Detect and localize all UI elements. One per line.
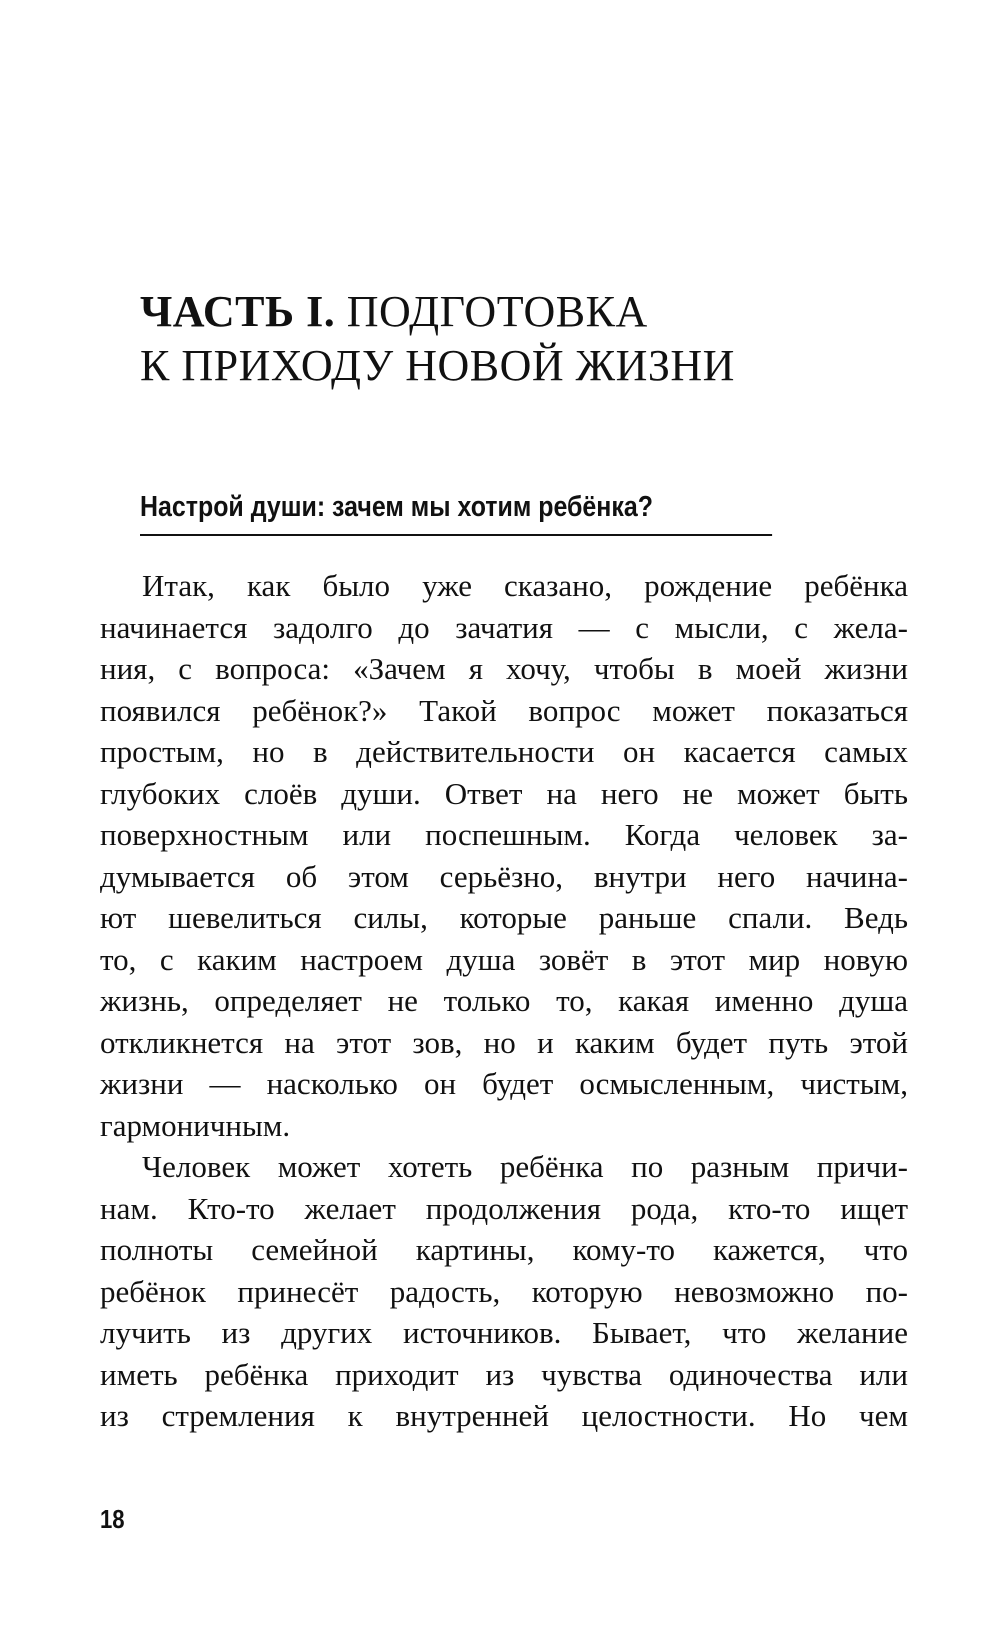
text-line: то, с каким настроем душа зовёт в этот мир новую [100,941,908,977]
text-line: думывается об этом серьёзно, внутри него начина- [100,858,908,894]
part-title [140,285,900,393]
text-line: полноты семейной картины, кому-то кажется, что [100,1232,908,1267]
part-title-line-1-rest: ПОДГОТОВКА [335,287,648,336]
text-line: жизнь, определяет не только то, какая именно душа [100,983,908,1018]
text-line: лучить из других источников. Бывает, что желание [100,1315,908,1350]
paragraph-1 [100,565,908,1146]
text-line: поверхностным или поспешным. Когда человек за- [100,817,908,852]
text-line: начинается задолго до зачатия — с мысли, с жела- [100,609,908,645]
section-heading: Настрой души: зачем мы хотим ребёнка? [140,490,772,536]
text-line: из стремления к внутренней целостности. Но чем [100,1398,908,1433]
text-line: Человек может хотеть ребёнка по разным причи- [142,1149,908,1184]
text-line: простым, но в действительности он касается самых [100,734,908,769]
text-line: нам. Кто-то желает продолжения рода, кто-то ищет [100,1190,908,1226]
text-line: жизни — насколько он будет осмысленным, чистым, [100,1066,908,1101]
paragraph-2 [100,1146,908,1437]
part-title-line-2: К ПРИХОДУ НОВОЙ ЖИЗНИ [140,341,735,390]
text-line: гармоничным. [100,1107,291,1143]
part-number: ЧАСТЬ I. [140,287,336,336]
text-line: откликнется на этот зов, но и каким будет путь этой [100,1024,908,1060]
part-title-line-1 [140,285,900,339]
text-line: ния, с вопроса: «Зачем я хочу, чтобы в моей жизни [100,651,908,686]
body-text [100,565,908,1437]
text-line: появился ребёнок?» Такой вопрос может показаться [100,692,908,728]
text-line: Итак, как было уже сказано, рождение ребёнка [142,568,908,603]
page-number: 18 [100,1504,125,1534]
text-line: ребёнок принесёт радость, которую невозможно по- [100,1273,908,1309]
text-line: глубоких слоёв души. Ответ на него не может быть [100,775,908,811]
text-line: ют шевелиться силы, которые раньше спали. Ведь [100,900,908,935]
text-line: иметь ребёнка приходит из чувства одиночества или [100,1356,908,1392]
